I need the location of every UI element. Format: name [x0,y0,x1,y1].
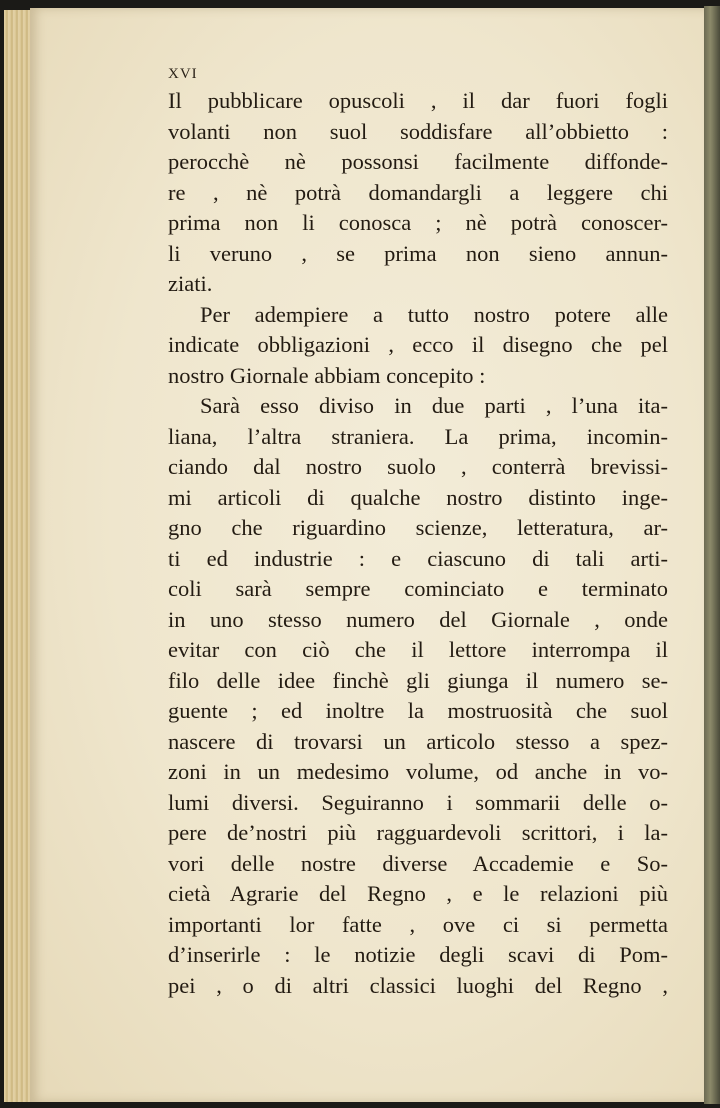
text-line: Il pubblicare opuscoli , il dar fuori fogli [168,88,668,113]
text-line: d’inserirle : le notizie degli scavi di Pom- [168,942,668,967]
text-line: volanti non suol soddisfare all’obbietto : [168,118,668,144]
text-line: li veruno , se prima non sieno annun- [168,240,668,266]
text-line: prima non li conosca ; nè potrà conoscer- [168,210,668,235]
book-cover-edge [704,6,720,1104]
page-number: XVI [168,66,198,82]
body-text [168,86,668,1001]
text-line: re , nè potrà domandargli a leggere chi [168,179,668,205]
text-line: lumi diversi. Seguiranno i sommarii delle o- [168,789,668,815]
text-line: mi articoli di qualche nostro distinto inge- [168,484,668,510]
text-line: importanti lor fatte , ove ci si permetta [168,911,668,937]
text-line: liana, l’altra straniera. La prima, incomin- [168,423,668,449]
text-line: filo delle idee finchè gli giunga il numero se- [168,667,668,693]
text-line: Per adempiere a tutto nostro potere alle [200,301,668,327]
text-line: guente ; ed inoltre la mostruosità che suol [168,698,668,723]
text-line: perocchè nè possonsi facilmente diffonde- [168,149,668,174]
text-line: ciando dal nostro suolo , conterrà brevissi- [168,454,668,479]
text-line: vori delle nostre diverse Accademie e So- [168,850,668,876]
text-line: Sarà esso diviso in due parti , l’una ita- [200,393,668,418]
text-line: ti ed industrie : e ciascuno di tali arti- [168,545,668,571]
text-line: nascere di trovarsi un articolo stesso a spez- [168,728,668,754]
text-line: cietà Agrarie del Regno , e le relazioni più [168,881,668,906]
text-line: gno che riguardino scienze, letteratura, ar- [168,515,668,540]
text-line: pere de’nostri più ragguardevoli scrittori, i la- [168,820,668,845]
text-line: nostro Giornale abbiam concepito : [168,362,486,388]
text-line: in uno stesso numero del Giornale , onde [168,606,668,632]
text-line: pei , o di altri classici luoghi del Regno , [168,972,668,998]
text-line: coli sarà sempre cominciato e terminato [168,576,668,601]
text-line: indicate obbligazioni , ecco il disegno che pel [168,332,668,357]
text-line: zoni in un medesimo volume, od anche in vo- [168,759,668,784]
text-line: ziati. [168,271,213,296]
text-line: evitar con ciò che il lettore interrompa il [168,637,668,662]
